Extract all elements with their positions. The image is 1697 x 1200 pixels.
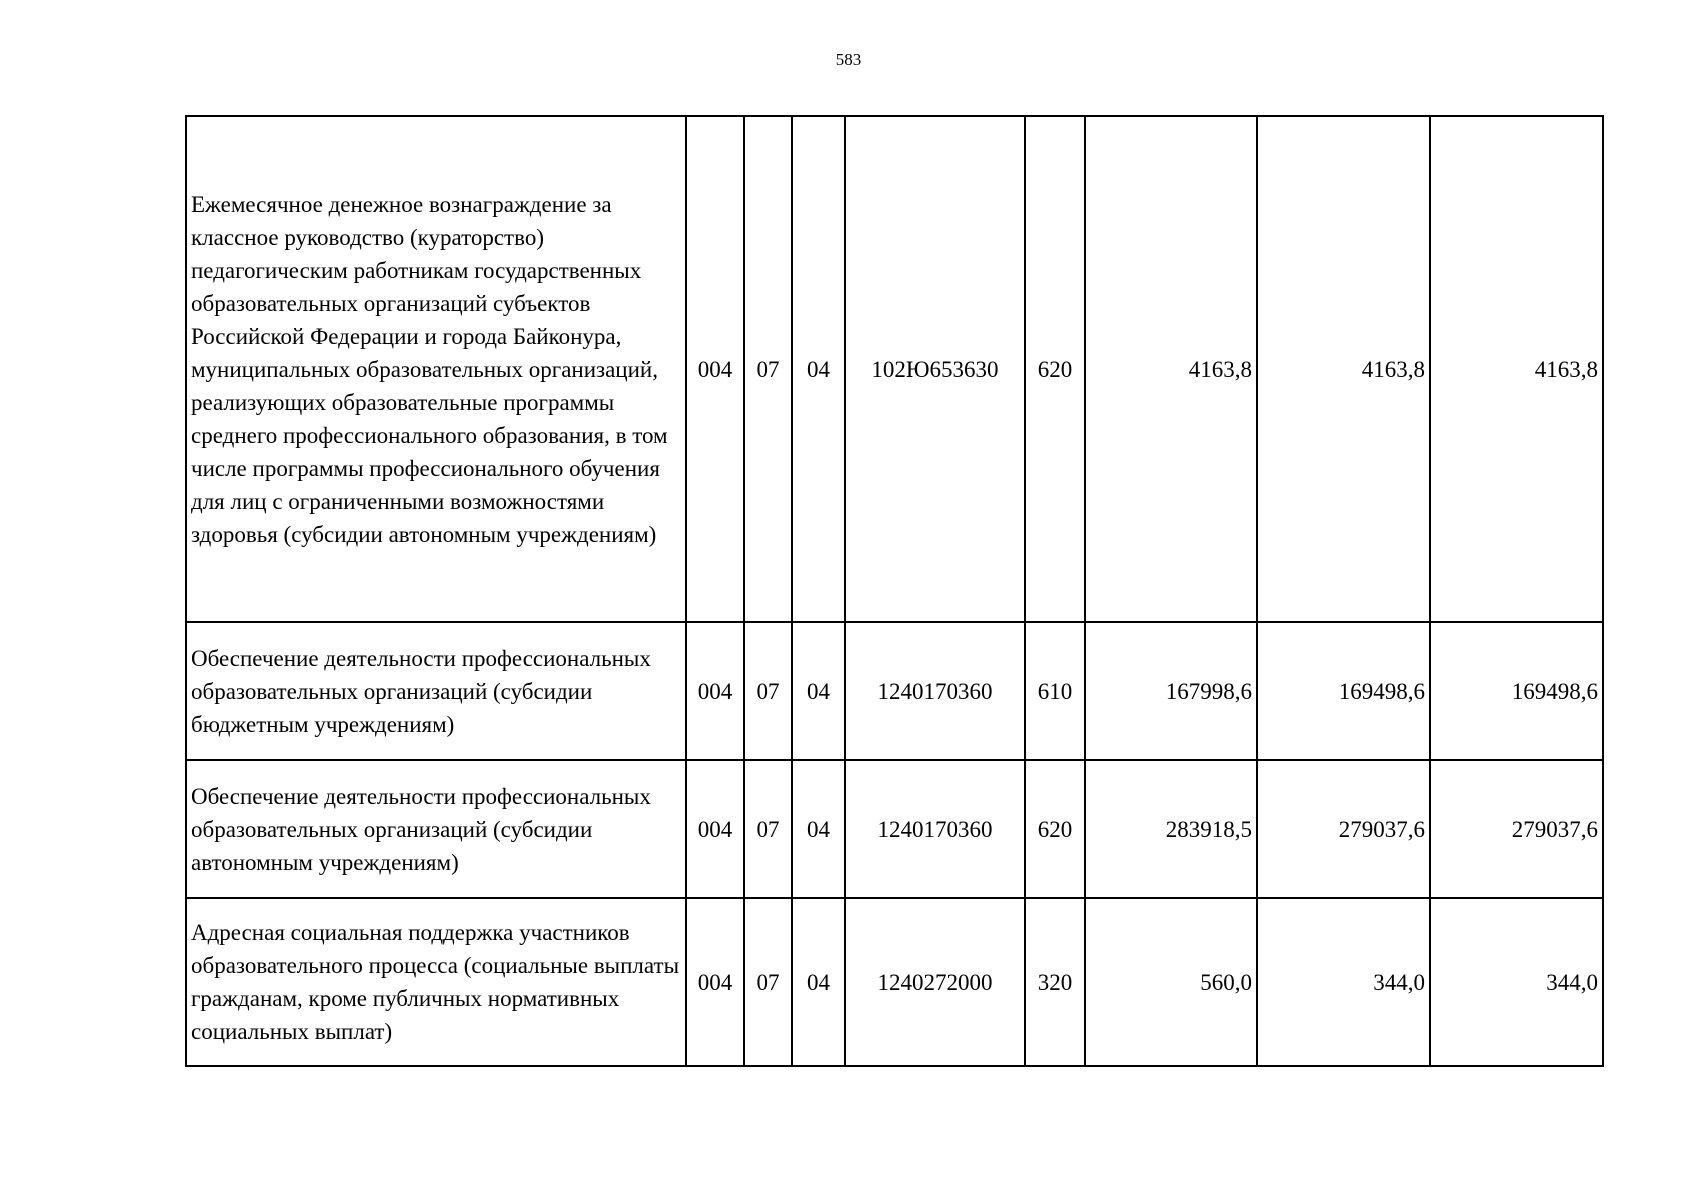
amount-3: 169498,6 (1430, 622, 1603, 760)
target-article-code: 1240170360 (845, 760, 1025, 898)
amount-3: 279037,6 (1430, 760, 1603, 898)
expense-type-code: 620 (1025, 116, 1085, 622)
subsection-code: 04 (792, 760, 845, 898)
expense-type-code: 610 (1025, 622, 1085, 760)
expense-type-code: 320 (1025, 898, 1085, 1066)
amount-1: 560,0 (1085, 898, 1257, 1066)
table-row (186, 760, 1603, 898)
amount-3: 344,0 (1430, 898, 1603, 1066)
budget-table (185, 115, 1604, 1067)
row-description: Обеспечение деятельности профессиональных образовательных организаций (субсидии бюджетным учреждениям) (186, 622, 686, 760)
amount-3: 4163,8 (1430, 116, 1603, 622)
amount-2: 344,0 (1257, 898, 1430, 1066)
ministry-code: 004 (686, 116, 744, 622)
amount-2: 279037,6 (1257, 760, 1430, 898)
page-number: 583 (835, 50, 862, 69)
expense-type-code: 620 (1025, 760, 1085, 898)
row-description: Адресная социальная поддержка участников образовательного процесса (социальные выплаты гражданам, кроме публичных нормативных социальных выплат) (186, 898, 686, 1066)
ministry-code: 004 (686, 622, 744, 760)
amount-1: 283918,5 (1085, 760, 1257, 898)
amount-2: 4163,8 (1257, 116, 1430, 622)
row-description: Ежемесячное денежное вознаграждение за классное руководство (кураторство) педагогическим работникам государственных образовательных организаций субъектов Российской Федерации и города Байконура, муниципальных образовательных организаций, реализующих образовательные программы среднего профессионального образования, в том числе программы профессионального обучения для лиц с ограниченными возможностями здоровья (субсидии автономным учреждениям) (186, 116, 686, 622)
subsection-code: 04 (792, 898, 845, 1066)
section-code: 07 (744, 898, 792, 1066)
amount-1: 4163,8 (1085, 116, 1257, 622)
row-description: Обеспечение деятельности профессиональных образовательных организаций (субсидии автономным учреждениям) (186, 760, 686, 898)
amount-1: 167998,6 (1085, 622, 1257, 760)
subsection-code: 04 (792, 622, 845, 760)
section-code: 07 (744, 622, 792, 760)
section-code: 07 (744, 116, 792, 622)
target-article-code: 1240170360 (845, 622, 1025, 760)
subsection-code: 04 (792, 116, 845, 622)
table-row (186, 116, 1603, 622)
table-row (186, 898, 1603, 1066)
amount-2: 169498,6 (1257, 622, 1430, 760)
target-article-code: 102Ю653630 (845, 116, 1025, 622)
section-code: 07 (744, 760, 792, 898)
ministry-code: 004 (686, 760, 744, 898)
target-article-code: 1240272000 (845, 898, 1025, 1066)
table-row (186, 622, 1603, 760)
ministry-code: 004 (686, 898, 744, 1066)
